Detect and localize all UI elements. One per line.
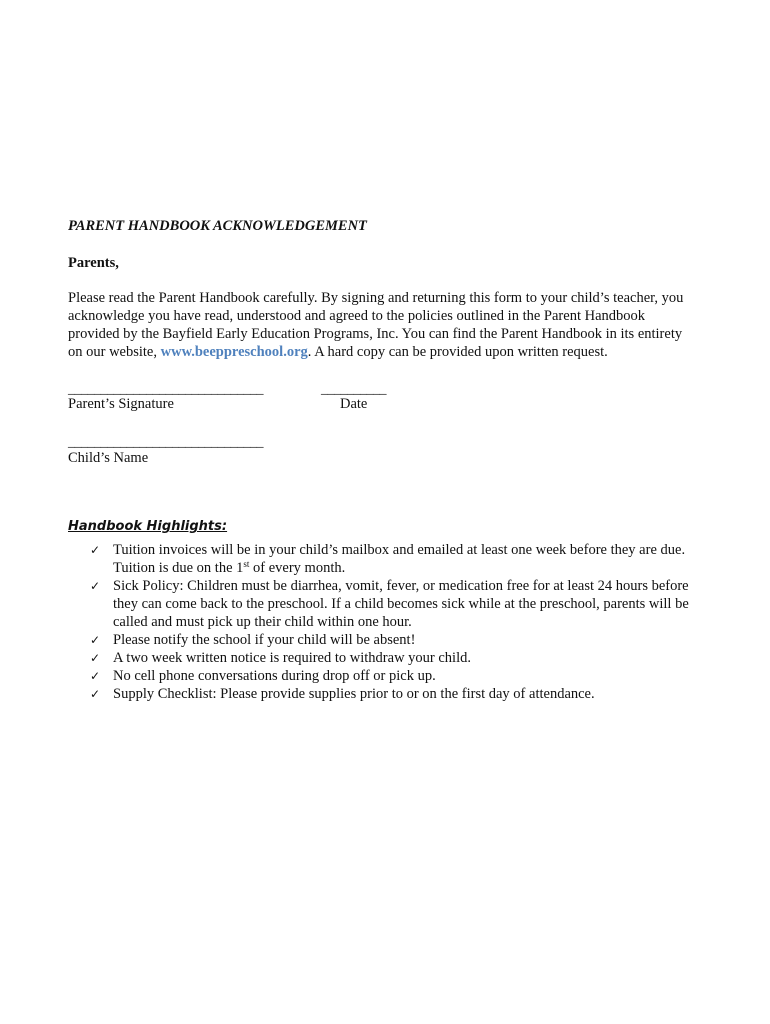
list-item-text: they can come back to the preschool. If a child becomes sick while at the preschool, parents will be (113, 596, 689, 612)
checkmark-icon: ✓ (90, 651, 101, 665)
intro-paragraph (68, 289, 738, 361)
list-item (90, 649, 730, 667)
list-item-text (113, 559, 730, 577)
list-item-text: called and must pick up their child within one hour. (113, 614, 412, 630)
parent-signature-label: Parent’s Signature (68, 396, 174, 412)
list-item (90, 541, 730, 577)
checkmark-icon: ✓ (90, 687, 101, 701)
list-item-text: A two week written notice is required to withdraw your child. (113, 650, 471, 666)
list-item (90, 631, 730, 649)
intro-text: on our website, (68, 344, 161, 360)
list-item-text: No cell phone conversations during drop off or pick up. (113, 668, 436, 684)
checkmark-icon: ✓ (90, 543, 101, 557)
highlights-list (90, 541, 730, 703)
list-item (90, 667, 730, 685)
intro-line: acknowledge you have read, understood and agreed to the policies outlined in the Parent Handbook (68, 308, 646, 324)
parent-signature-line: ______________________________ (68, 382, 263, 397)
list-item-text: of every month. (249, 560, 346, 576)
list-item-text: Please notify the school if your child will be absent! (113, 632, 416, 648)
intro-line: provided by the Bayfield Early Education Programs, Inc. You can find the Parent Handbook in its entirety (68, 326, 683, 342)
intro-line (68, 343, 738, 361)
checkmark-icon: ✓ (90, 633, 101, 647)
salutation: Parents, (68, 255, 119, 271)
list-item (90, 577, 730, 631)
list-item-text: Tuition is due on the 1 (113, 560, 244, 576)
checkmark-icon: ✓ (90, 669, 101, 683)
child-name-line: ______________________________ (68, 435, 263, 450)
website-link[interactable]: www.beeppreschool.org (160, 344, 308, 360)
checkmark-icon: ✓ (90, 579, 101, 593)
child-name-label: Child’s Name (68, 450, 149, 466)
list-item (90, 685, 730, 703)
ordinal-suffix: st (243, 559, 250, 569)
list-item-text: Tuition invoices will be in your child’s mailbox and emailed at least one week before they are due. (113, 542, 686, 558)
date-line: __________ (321, 382, 386, 397)
list-item-text: Supply Checklist: Please provide supplies prior to or on the first day of attendance. (113, 686, 595, 702)
date-label: Date (340, 396, 368, 412)
document-title: PARENT HANDBOOK ACKNOWLEDGEMENT (68, 218, 367, 234)
list-item-text: Sick Policy: Children must be diarrhea, vomit, fever, or medication free for at least 24 hours before (113, 578, 689, 594)
intro-text: . A hard copy can be provided upon written request. (307, 344, 608, 360)
intro-line: Please read the Parent Handbook carefully. By signing and returning this form to your child’s teacher, you (68, 290, 684, 306)
highlights-heading: Handbook Highlights: (68, 519, 228, 534)
